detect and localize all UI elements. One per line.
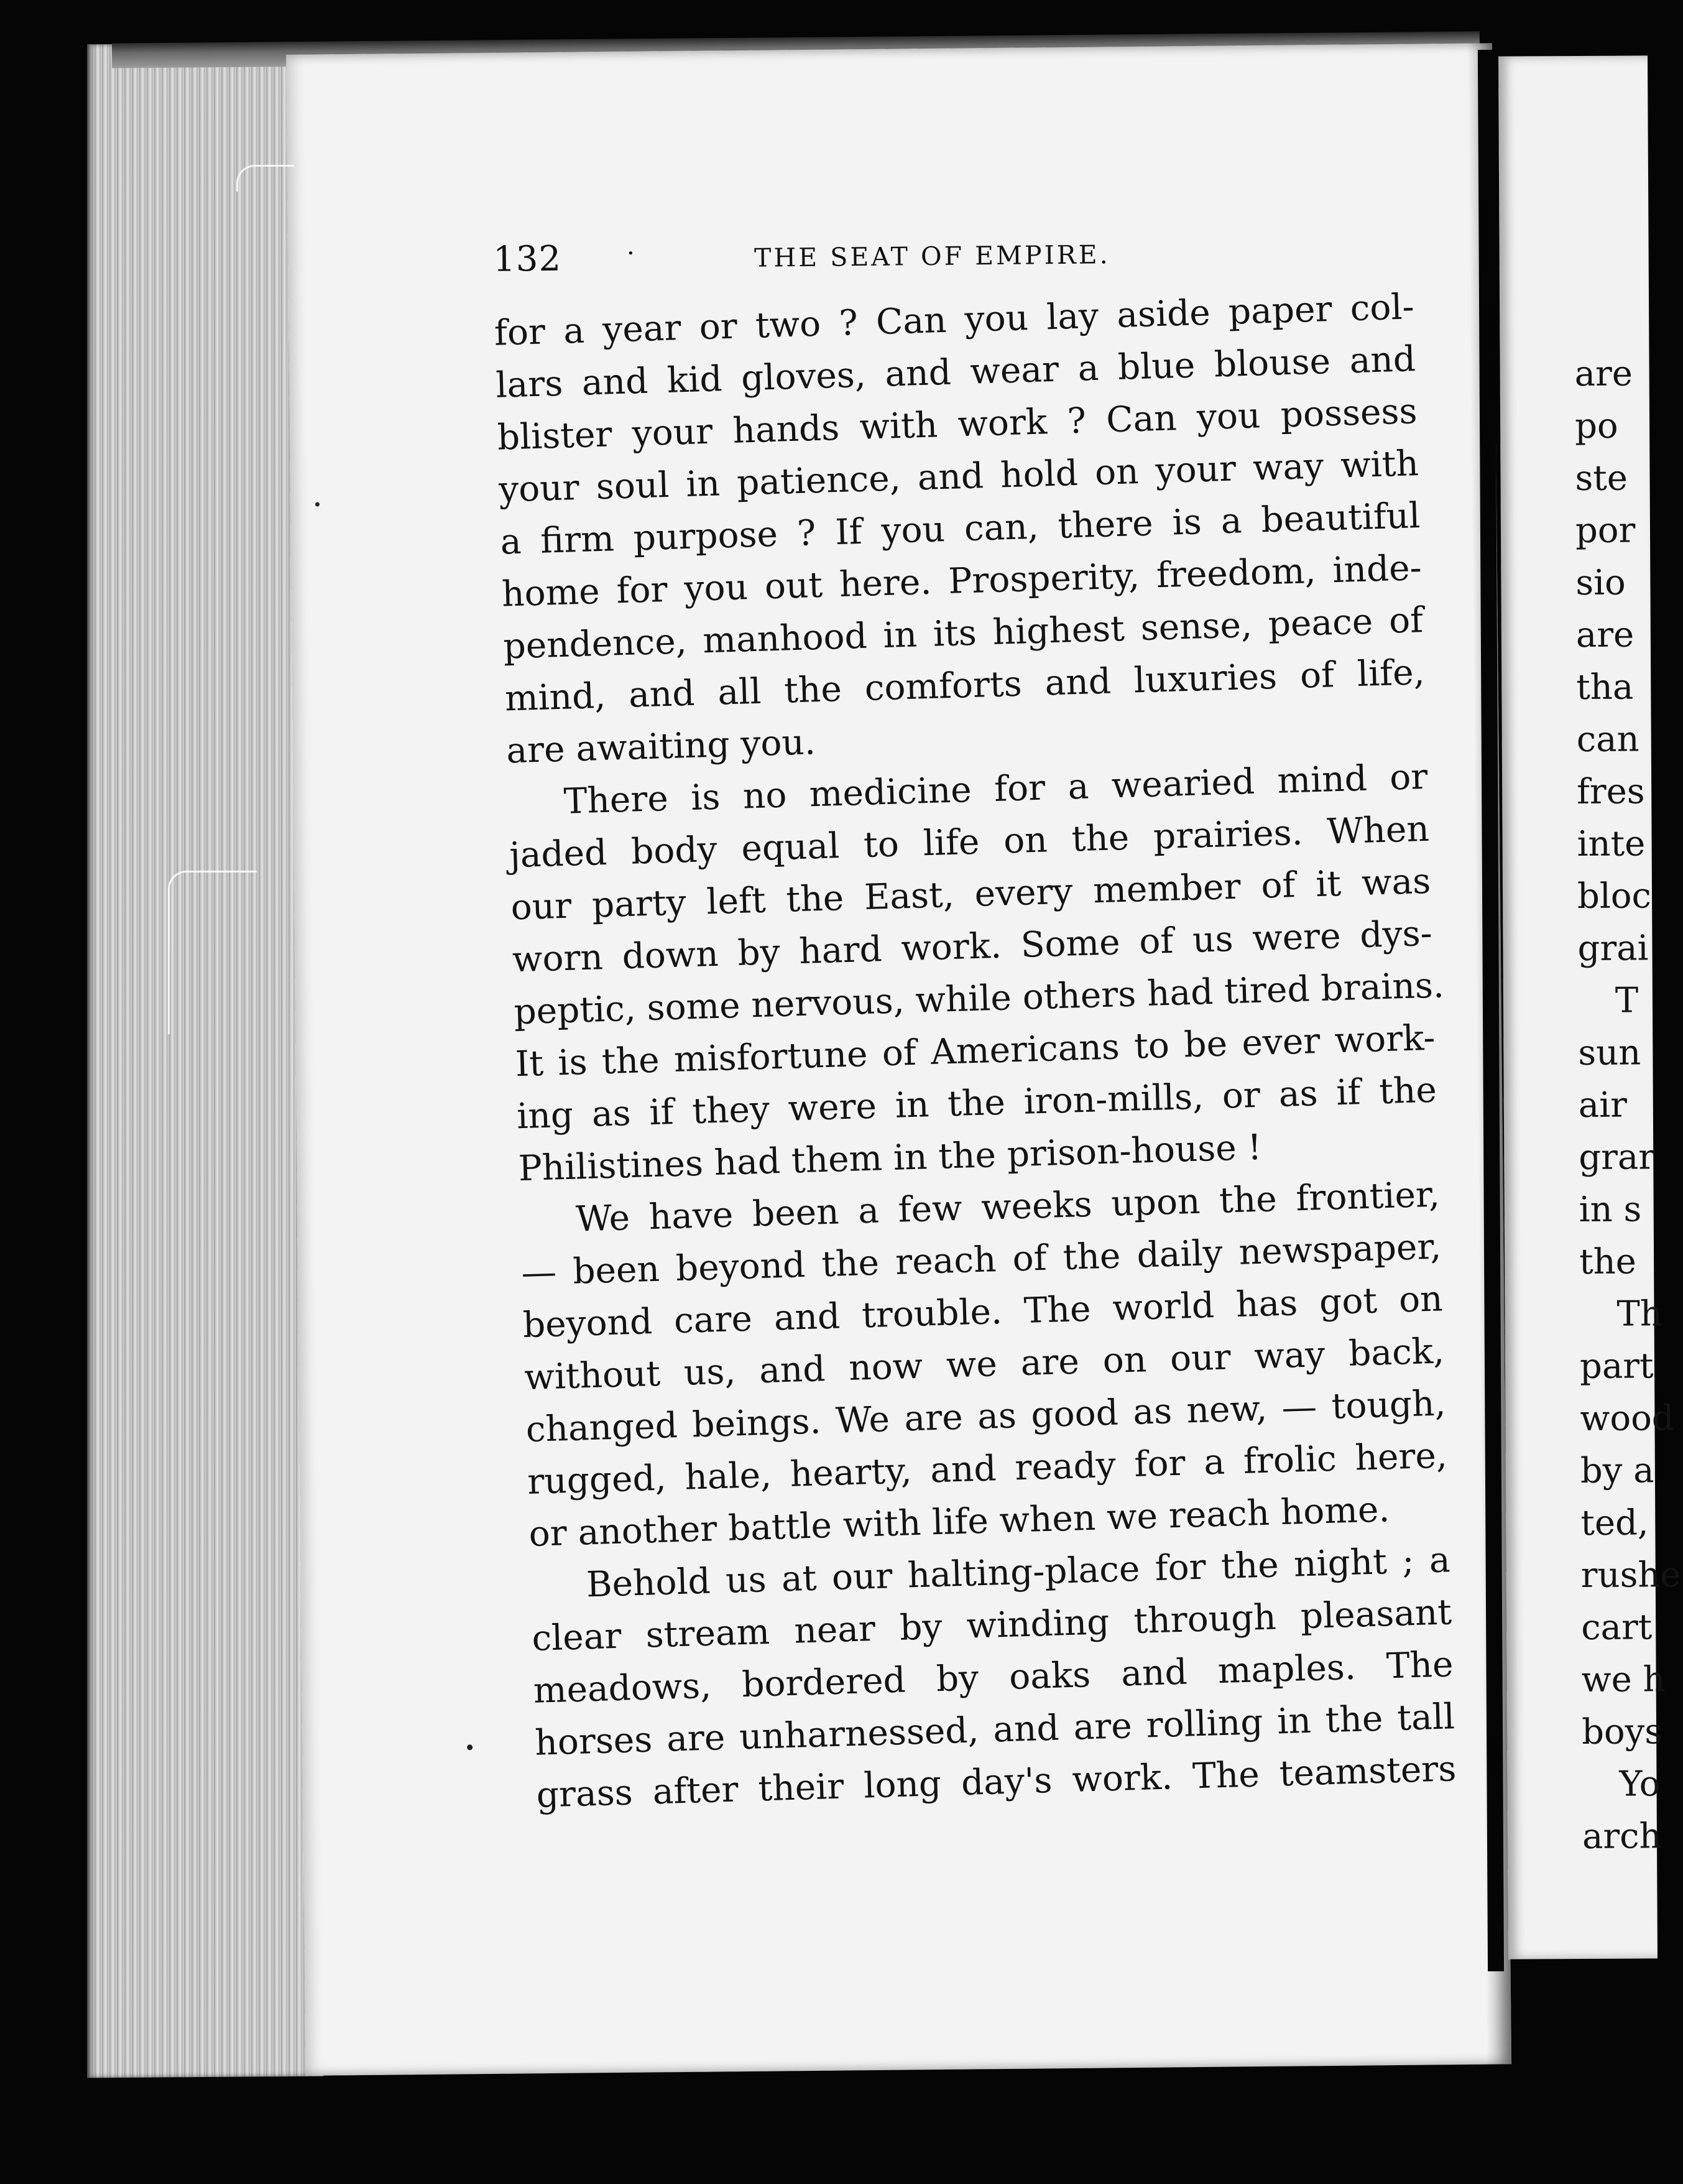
text-line: arch: [1582, 1816, 1662, 1857]
text-line: We have been a few weeks upon the frontier,: [575, 1174, 1441, 1240]
text-line: There is no medicine for a wearied mind or: [563, 756, 1429, 822]
text-line: cart: [1581, 1607, 1653, 1648]
text-line: by a: [1580, 1450, 1654, 1491]
page-edges-stack: [87, 43, 323, 2078]
text-line: It is the misfortune of Americans to be ever work-: [515, 1017, 1436, 1085]
running-head: THE SEAT OF EMPIRE.: [754, 239, 1110, 273]
text-line: home for you out here. Prosperity, freedom, inde-: [501, 548, 1422, 615]
text-line: T: [1615, 980, 1639, 1021]
text-line: in s: [1579, 1189, 1642, 1230]
text-line: we h: [1581, 1659, 1666, 1700]
text-line: Yo: [1619, 1764, 1661, 1805]
text-line: are: [1575, 614, 1635, 656]
paragraph-3: [519, 1169, 1449, 1561]
text-line: rushe: [1580, 1555, 1681, 1596]
text-line: po: [1574, 405, 1618, 447]
text-line: boys: [1581, 1711, 1663, 1752]
text-line: grass after their long day's work. The teamsters: [535, 1749, 1457, 1816]
text-line: your soul in patience, and hold on your way with: [498, 443, 1419, 511]
text-line: tha: [1576, 667, 1634, 708]
text-line: mind, and all the comforts and luxuries of life,: [504, 652, 1426, 720]
text-line: our party left the East, every member of it was: [510, 861, 1432, 928]
text-line: beyond care and trouble. The world has got on: [522, 1279, 1444, 1346]
text-line: or another battle with life when we reach home.: [528, 1489, 1391, 1555]
ink-speck: ·: [626, 239, 635, 268]
text-line: the: [1579, 1241, 1637, 1282]
text-line: ted,: [1580, 1502, 1649, 1543]
text-line: Behold us at our halting-place for the night ; a: [586, 1540, 1451, 1606]
text-line: worn down by hard work. Some of us were dys-: [512, 913, 1433, 981]
text-line: Philistines had them in the prison-house !: [517, 1127, 1263, 1190]
paragraph-2: [507, 751, 1445, 1195]
text-line: a firm purpose ? If you can, there is a beautiful: [499, 496, 1421, 563]
text-line: blister your hands with work ? Can you possess: [497, 391, 1418, 458]
text-line: fres: [1577, 771, 1645, 813]
text-line: inte: [1577, 823, 1646, 865]
text-line: ste: [1575, 458, 1628, 499]
left-page: [286, 43, 1511, 2075]
text-line: grar: [1579, 1137, 1656, 1178]
text-line: horses are unharnessed, and are rolling in the tall: [534, 1696, 1455, 1764]
text-line: pendence, manhood in its highest sense, peace of: [502, 599, 1424, 667]
page-number: 132: [492, 238, 562, 280]
paragraph-4: [530, 1534, 1457, 1821]
text-line: air: [1578, 1085, 1628, 1126]
facing-page-fragment: [1498, 55, 1681, 1959]
text-line: Th: [1616, 1293, 1663, 1335]
text-line: for a year or two ? Can you lay aside paper col-: [494, 287, 1415, 354]
text-line: sun: [1578, 1032, 1641, 1073]
scan-scratch-mark: [236, 165, 294, 192]
body-text: [494, 281, 1457, 1822]
text-line: sio: [1575, 562, 1626, 604]
text-line: rugged, hale, hearty, and ready for a frolic here,: [527, 1435, 1448, 1503]
text-line: can: [1576, 719, 1639, 761]
text-line: grai: [1577, 928, 1649, 969]
paragraph-1: [494, 281, 1427, 777]
text-line: peptic, some nervous, while others had tired brains.: [513, 965, 1445, 1033]
ink-speck: [467, 1744, 473, 1750]
text-line: are awaiting you.: [505, 722, 816, 772]
text-line: jaded body equal to life on the prairies. When: [509, 808, 1430, 876]
text-line: clear stream near by winding through pleasant: [531, 1592, 1452, 1659]
text-line: part: [1579, 1346, 1654, 1387]
facing-page-text: [1574, 348, 1682, 1863]
text-line: changed beings. We are as good as new, — tough,: [525, 1383, 1447, 1451]
text-line: wood: [1580, 1398, 1674, 1439]
text-line: meadows, bordered by oaks and maples. The: [533, 1644, 1454, 1711]
text-line: bloc: [1577, 876, 1652, 917]
ink-speck: [315, 502, 320, 507]
text-line: ing as if they were in the iron-mills, or as if the: [516, 1070, 1437, 1137]
text-line: por: [1575, 510, 1636, 552]
scan-scratch-mark: [168, 871, 257, 1034]
text-line: are: [1574, 353, 1633, 395]
text-line: without us, and now we are on our way back,: [523, 1331, 1445, 1399]
page-header: [493, 231, 1414, 289]
text-line: — been beyond the reach of the daily newspaper,: [520, 1226, 1442, 1294]
text-line: lars and kid gloves, and wear a blue blouse and: [495, 339, 1416, 406]
